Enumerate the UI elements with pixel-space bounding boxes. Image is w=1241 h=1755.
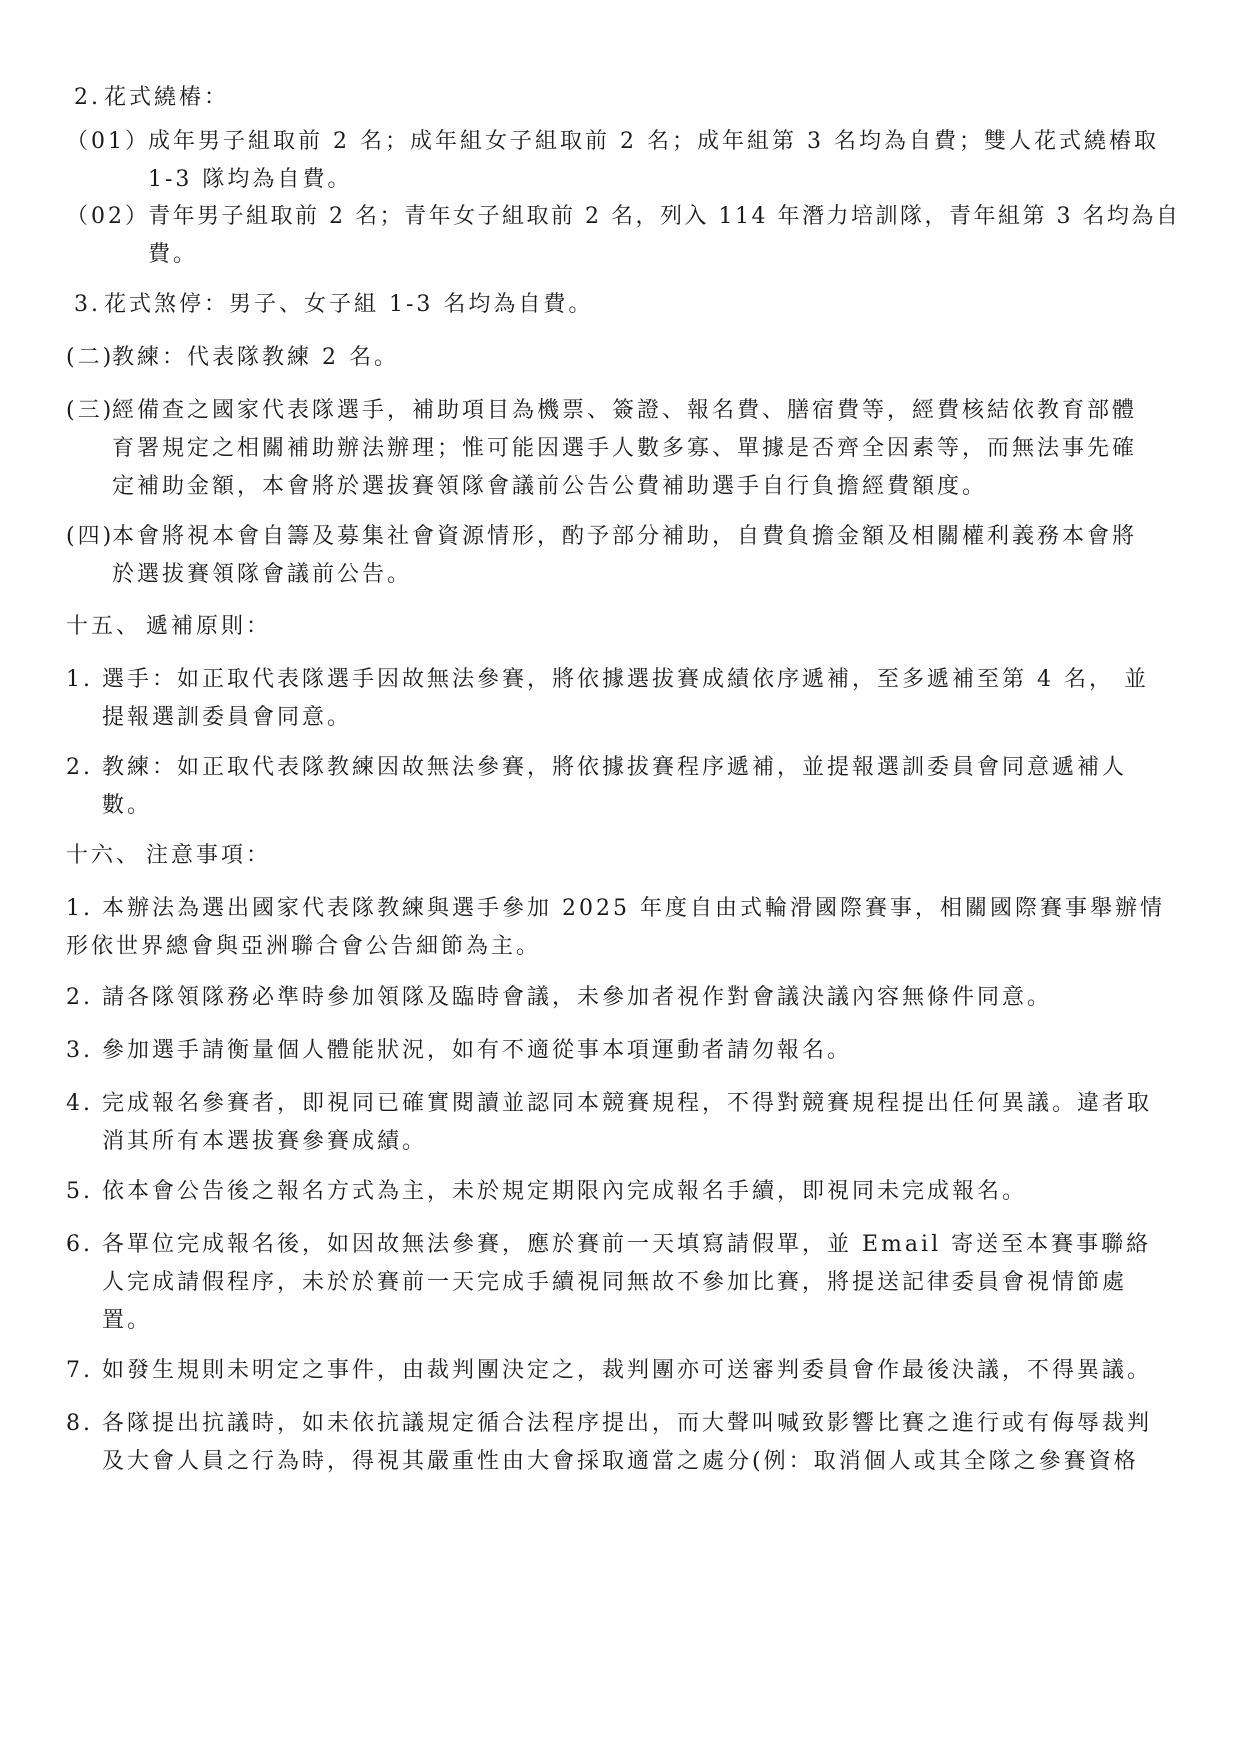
item-text-line: 人完成請假程序，未於於賽前一天完成手續視同無故不參加比賽，將提送記律委員會視情節處	[102, 1270, 1128, 1295]
item-number: 8.	[66, 1411, 93, 1436]
item-text-line: 本會將視本會自籌及募集社會資源情形，酌予部分補助，自費負擔金額及相關權利義務本會將	[112, 524, 1138, 549]
item-text-line: 1-3 隊均為自費。	[148, 167, 353, 192]
item-number: (三)	[66, 398, 115, 423]
item-number: 2.	[66, 755, 93, 780]
item-number: (二)	[66, 345, 115, 370]
item-text-line: 育署規定之相關補助辦法辦理；惟可能因選手人數多寡、單據是否齊全因素等，而無法事先確	[112, 436, 1138, 461]
item-number: （02）	[66, 204, 150, 229]
item-text-line: 選手：如正取代表隊選手因故無法參賽，將依據選拔賽成績依序遞補，至多遞補至第 4 名， 並	[102, 667, 1149, 692]
item-number: （01）	[66, 129, 150, 154]
item-number: 4.	[66, 1091, 93, 1116]
item-number: 3.	[66, 1038, 93, 1063]
item-text-line: 消其所有本選拔賽參賽成績。	[102, 1129, 428, 1154]
item-text-line: 各單位完成報名後，如因故無法參賽，應於賽前一天填寫請假單，並 Email 寄送至本賽事聯絡	[102, 1232, 1152, 1257]
item-text-line: 教練：代表隊教練 2 名。	[112, 345, 399, 370]
item-text-line: 各隊提出抗議時，如未依抗議規定循合法程序提出，而大聲叫喊致影響比賽之進行或有侮辱裁判	[102, 1411, 1153, 1436]
item-number: 1.	[66, 896, 93, 921]
section-heading: 注意事項：	[146, 843, 272, 868]
section-heading: 遞補原則：	[146, 614, 272, 639]
item-text-line: 數。	[102, 793, 153, 818]
item-text-line: 成年男子組取前 2 名；成年組女子組取前 2 名；成年組第 3 名均為自費；雙人花式繞樁取	[148, 129, 1159, 154]
item-text-line: 花式煞停：男子、女子組 1-3 名均為自費。	[104, 292, 594, 317]
item-number: 1.	[66, 667, 93, 692]
item-text-line: 提報選訓委員會同意。	[102, 705, 353, 730]
item-number: 3.	[74, 292, 101, 317]
item-text-line: 如發生規則未明定之事件，由裁判團決定之，裁判團亦可送審判委員會作最後決議，不得異議。	[102, 1358, 1153, 1383]
item-text-line: 費。	[148, 242, 199, 267]
item-text-line: 教練：如正取代表隊教練因故無法參賽，將依據拔賽程序遞補，並提報選訓委員會同意遞補人	[102, 755, 1128, 780]
item-number: 2.	[74, 85, 101, 110]
item-text-line: 於選拔賽領隊會議前公告。	[112, 562, 413, 587]
item-number: 7.	[66, 1358, 93, 1383]
section-number: 十六、	[66, 843, 142, 868]
item-text-line: 依本會公告後之報名方式為主，未於規定期限內完成報名手續，即視同未完成報名。	[102, 1179, 1028, 1204]
item-text-line: 及大會人員之行為時，得視其嚴重性由大會採取適當之處分(例：取消個人或其全隊之參賽資格	[102, 1449, 1139, 1474]
item-text-line: 經備查之國家代表隊選手，補助項目為機票、簽證、報名費、膳宿費等，經費核結依教育部體	[112, 398, 1138, 423]
item-text-line: 置。	[102, 1308, 153, 1333]
item-text-line: 形依世界總會與亞洲聯合會公告細節為主。	[66, 934, 542, 959]
item-number: 5.	[66, 1179, 93, 1204]
item-text-line: 定補助金額，本會將於選拔賽領隊會議前公告公費補助選手自行負擔經費額度。	[112, 474, 988, 499]
item-text-line: 青年男子組取前 2 名；青年女子組取前 2 名，列入 114 年潛力培訓隊，青年組第 3 名均為自	[148, 204, 1181, 229]
item-text-line: 本辦法為選出國家代表隊教練與選手參加 2025 年度自由式輪滑國際賽事，相關國際賽事舉辦情	[102, 896, 1165, 921]
item-text-line: 請各隊領隊務必準時參加領隊及臨時會議，未參加者視作對會議決議內容無條件同意。	[102, 985, 1053, 1010]
item-number: 2.	[66, 985, 93, 1010]
item-text-line: 參加選手請衡量個人體能狀況，如有不適從事本項運動者請勿報名。	[102, 1038, 853, 1063]
section-number: 十五、	[66, 614, 142, 639]
item-number: (四)	[66, 524, 115, 549]
item-text-line: 完成報名參賽者，即視同已確實閱讀並認同本競賽規程，不得對競賽規程提出任何異議。違者取	[102, 1091, 1153, 1116]
item-text-line: 花式繞樁：	[104, 85, 230, 110]
item-number: 6.	[66, 1232, 93, 1257]
